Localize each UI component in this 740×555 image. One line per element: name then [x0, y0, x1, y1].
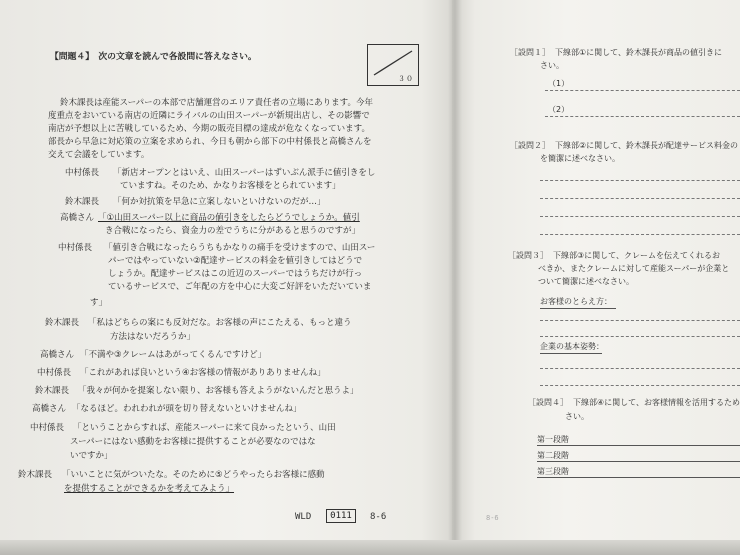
answer-line: [540, 234, 740, 235]
q4-step: 第一段階: [537, 435, 569, 444]
footer-page-number: 8-6: [370, 512, 387, 522]
dialogue-line: 「何か対抗策を早急に立案しないといけないのだが…」: [113, 197, 326, 207]
dialogue-line: す」: [90, 298, 108, 308]
answer-line: [540, 180, 740, 181]
answer-line: [540, 336, 740, 337]
speaker: 鈴木課長: [18, 470, 53, 480]
q1-item: （1）: [548, 79, 570, 88]
book-gutter: [448, 0, 462, 548]
answer-line: [540, 385, 740, 386]
speaker: 高橋さん: [32, 404, 67, 414]
dialogue-line: 「これがあれば良いという④お客様の情報がありありませんね」: [80, 368, 326, 378]
speaker: 中村係長: [37, 368, 72, 378]
q4-text: さい。: [565, 412, 589, 421]
answer-line: [537, 445, 740, 446]
dialogue-line: 「値引き合戦になったらうちもかなりの痛手を受けますので、山田スー: [104, 243, 376, 253]
speaker: 鈴木課長: [35, 386, 70, 396]
speaker: 高橋さん: [60, 213, 95, 223]
answer-line: [537, 461, 740, 462]
intro-line: 度重点をおいている南店の近隣にライバルの山田スーパーが新規出店し、その影響で: [48, 111, 370, 121]
q4-label: ［設問４］: [528, 398, 568, 407]
dialogue-line: ているサービスで、ご年配の方を中心に大変ご好評をいただいていま: [108, 282, 372, 292]
q1-item: （2）: [548, 105, 570, 114]
intro-line: 交えて会議をしています。: [48, 150, 150, 160]
dialogue-line: を提供することができるかを考えてみよう」: [64, 484, 235, 494]
sub-label-underline: [540, 353, 602, 354]
dialogue-line: スーパーにはない感動をお客様に提供することが必要なのではな: [70, 437, 316, 447]
speaker: 鈴木課長: [65, 197, 100, 207]
dialogue-line: 「私はどちらの案にも反対だな。お客様の声にこたえる、もっと違う: [88, 318, 352, 328]
dialogue-line: 「ということからすれば、産能スーパーに来て良かったという、山田: [73, 423, 336, 433]
q1-text: 下線部①に関して、鈴木課長が商品の値引きに: [555, 48, 723, 57]
answer-line: [545, 90, 740, 91]
page-stack-edge: [0, 540, 740, 555]
q2-text: を簡潔に述べなさい。: [540, 154, 620, 163]
dialogue-line: 「①山田スーパー以上に商品の値引きをしたらどうでしょうか。値引: [98, 213, 360, 223]
right-page: [452, 0, 740, 548]
speaker: 中村係長: [65, 168, 100, 178]
q3-sub-label: お客様のとらえ方：: [540, 297, 612, 306]
answer-line: [540, 216, 740, 217]
q2-text: 下線部②に関して、鈴木課長が配達サービス料金の: [555, 141, 739, 150]
q1-label: ［設問１］: [510, 48, 550, 57]
answer-line: [540, 320, 740, 321]
dialogue-line: 方法はないだろうか」: [110, 332, 196, 342]
dialogue-line: 「新店オープンとはいえ、山田スーパーはずいぶん派手に値引きをし: [113, 168, 376, 178]
q4-step: 第三段階: [537, 467, 569, 476]
speaker: 中村係長: [58, 243, 93, 253]
sub-label-underline: [540, 308, 616, 309]
q3-sub-label: 企業の基本姿勢：: [540, 342, 604, 351]
dialogue-line: しょうか。配達サービスはこの近辺のスーパーではうちだけが行っ: [108, 269, 363, 279]
dialogue-line: 「不満や③クレームはあがってくるんですけど」: [80, 350, 267, 360]
speaker: 高橋さん: [40, 350, 75, 360]
dialogue-line: 「我々が何かを提案しない限り、お客様も答えようがないんだと思うよ」: [78, 386, 359, 396]
footer-code-box: 0111: [326, 509, 356, 523]
intro-line: 南店が予想以上に苦戦しているため、今期の販売目標の達成が危なくなっています。: [48, 124, 370, 134]
dialogue-line: 「なるほど。われわれが頭を切り替えないといけませんね」: [72, 404, 302, 414]
q3-label: ［設問３］: [508, 251, 548, 260]
dialogue-line: 「いいことに気がついたな。そのために⑤どうやったらお客様に感動: [62, 470, 325, 480]
answer-line: [537, 477, 740, 478]
answer-line: [540, 368, 740, 369]
q2-label: ［設問２］: [510, 141, 550, 150]
intro-line: 部長から早急に対応策の立案を求められ、今日も朝から部下の中村係長と高橋さんを: [48, 137, 372, 147]
speaker: 鈴木課長: [45, 318, 80, 328]
score-box: [367, 44, 419, 86]
dialogue-line: き合戦になったら、資金力の差でうちに分があると思うのですが」: [105, 226, 361, 236]
q4-text: 下線部④に関して、お客様情報を活用するため: [573, 398, 740, 407]
q3-text: ついて簡潔に述べなさい。: [538, 277, 634, 286]
intro-line: 鈴木課長は産能スーパーの本部で店舗運営のエリア責任者の立場にあります。今年: [60, 98, 373, 108]
question-title: 【問題４】 次の文章を読んで各設問に答えなさい。: [50, 52, 257, 62]
q3-text: べきか、またクレームに対して産能スーパーが企業と: [538, 264, 730, 273]
answer-line: [540, 198, 740, 199]
dialogue-line: ていますね。そのため、かなりお客様をとられています」: [120, 181, 341, 191]
score-value: ３０: [398, 75, 414, 83]
q4-step: 第二段階: [537, 451, 569, 460]
q1-text: さい。: [540, 61, 564, 70]
q3-text: 下線部③に関して、クレームを伝えてくれるお: [553, 251, 721, 260]
dialogue-line: いですか」: [70, 451, 113, 461]
speaker: 中村係長: [30, 423, 65, 433]
show-through-page-number: 8-6: [486, 514, 499, 522]
answer-line: [545, 116, 740, 117]
footer-code-left: WLD: [295, 512, 312, 522]
dialogue-line: パーではやっていない②配達サービスの料金を値引きしてはどうで: [108, 256, 363, 266]
